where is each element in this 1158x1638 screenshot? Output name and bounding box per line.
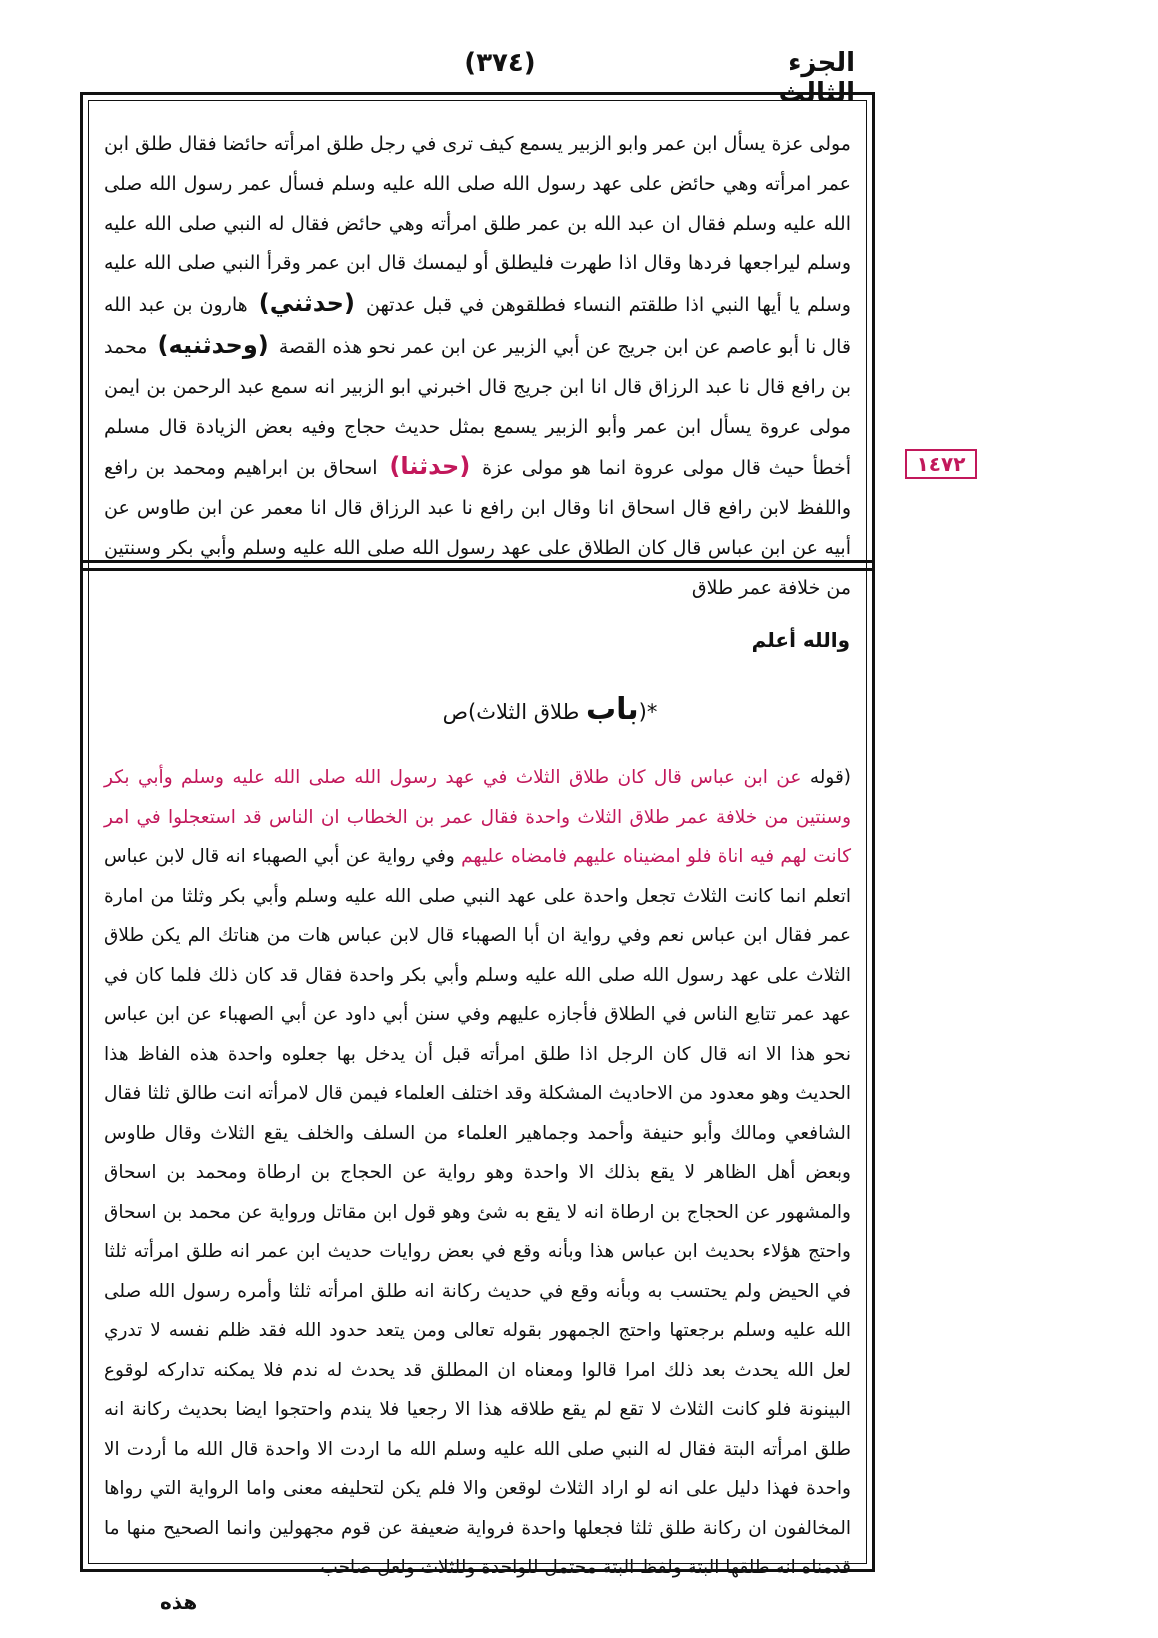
hadith-text xyxy=(104,125,851,609)
commentary-block xyxy=(104,758,851,1588)
text-segment: محمد بن رافع قال نا عبد الرزاق قال انا ابن جريج قال اخبرني ابو الزبير انه سمع عبد الرحمن بن ايمن مولى عروة يسأل ابن عمر وأبو الزبير يسمع بمثل حديث حجاج وفيه بعض الزيادة قال مسلم أخطأ حيث قال مولى عروة انما هو مولى عزة xyxy=(104,335,852,480)
commentary-text xyxy=(104,758,851,1588)
catchword: هذه xyxy=(160,1590,198,1614)
text-segment: (قوله xyxy=(801,767,852,788)
narration-keyword-highlighted: (حدثنا) xyxy=(389,452,471,481)
chapter-heading xyxy=(250,692,850,727)
chapter-suffix: ص xyxy=(442,700,469,724)
text-segment: وفي رواية عن أبي الصهباء انه قال لابن عباس اتعلم انما كانت الثلاث تجعل واحدة على عهد النبي صلى الله عليه وسلم وأبي بكر وثلثا من امارة عمر فقال ابن عباس نعم وفي رواية ان أبا الصهباء قال لابن عباس هات من هناتك الم يكن طلاق الثلاث على عهد رسول الله صلى الله عليه وسلم وأبي بكر واحدة فقال قد كان ذلك فلما كان في عهد عمر تتايع الناس في الطلاق فأجازه عليهم وفي سنن أبي داود عن أبي الصهباء عن ابن عباس نحو هذا الا انه قال كان الرجل اذا طلق امرأته قبل أن يدخل بها جعلوه واحدة هذه الفاظ هذا الحديث وهو معدود من الاحاديث المشكلة وقد اختلف العلماء فيمن قال لامرأته انت طالق ثلثا فقال الشافعي ومالك وأبو حنيفة وأحمد وجماهير العلماء من السلف والخلف يقع الثلاث وقال طاوس وبعض أهل الظاهر لا يقع بذلك الا واحدة وهو رواية عن الحجاج بن ارطاة ومحمد بن اسحاق والمشهور عن الحجاج بن ارطاة انه لا يقع به شئ وهو قول ابن مقاتل ورواية عن محمد بن اسحاق واحتج هؤلاء بحديث ابن عباس هذا وبأنه وقع في بعض روايات حديث ابن عمر انه طلق امرأته ثلثا في الحيض ولم يحتسب به وبأنه وقع في حديث ركانة انه طلق امرأته ثلثا وأمره رسول الله صلى الله عليه وسلم برجعتها واحتج الجمهور بقوله تعالى ومن يتعد حدود الله فقد ظلم نفسه لا تدري لعل الله يحدث بعد ذلك امرا قالوا ومعناه ان المطلق قد يحدث له ندم فلا يمكنه تداركه لوقوع البينونة فلو كانت الثلاث لا تقع لم يقع طلاقه هذا الا رجعيا فلا يندم واحتجوا ايضا بحديث ركانة انه طلق امرأته البتة فقال له النبي صلى الله عليه وسلم الله ما اردت الا واحدة قال الله ما أردت الا واحدة فهذا دليل على انه لو اراد الثلاث لوقعن والا فلم يكن لتحليفه معنى واما الرواية التي رواها المخالفون ان ركانة طلق ثلثا فجعلها واحدة فرواية ضعيفة عن قوم مجهولين وانما الصحيح منها ما قدمناه انه طلقها البتة ولفظ البتة محتمل للواحدة وللثلاث ولعل صاحب xyxy=(104,846,851,1578)
page-number: (٣٧٤) xyxy=(464,48,536,78)
narration-keyword: (وحدثنيه) xyxy=(157,330,269,359)
chapter-title: طلاق الثلاث) xyxy=(468,700,586,724)
hadith-text-block xyxy=(104,125,851,609)
text-segment: مولى عزة يسأل ابن عمر وابو الزبير يسمع كيف ترى في رجل طلق امرأته حائضا فقال طلق ابن عمر امرأته وهي حائض على عهد رسول الله صلى الله عليه وسلم فسأل عمر رسول الله صلى الله عليه وسلم فقال ان عبد الله بن عمر طلق امرأته وهي حائض فقال له النبي صلى الله عليه وسلم ليراجعها فردها وقال اذا طهرت فليطلق أو ليمسك قال ابن عمر وقرأ النبي صلى الله عليه وسلم يا أيها النبي اذا طلقتم النساء فطلقوهن في قبل عدتهن xyxy=(104,133,851,317)
closing-phrase: والله أعلم xyxy=(751,628,850,652)
quoted-hadith-text: عن ابن عباس قال كان طلاق الثلاث في عهد رسول الله صلى الله عليه وسلم وأبي بكر وسنتين من خلافة عمر طلاق الثلاث واحدة فقال عمر بن الخطاب ان الناس قد استعجلوا في امر كانت لهم فيه اناة فلو امضيناه عليهم فامضاه عليهم xyxy=(104,767,851,867)
hadith-number-badge: ١٤٧٢ xyxy=(905,449,977,479)
chapter-word: باب xyxy=(585,692,639,727)
part-title: الجزء الثالث xyxy=(778,48,855,108)
text-segment: هارون بن عبد الله قال نا أبو عاصم عن ابن جريج عن أبي الزبير عن ابن عمر نحو هذه القصة xyxy=(104,294,851,358)
narration-keyword: (حدثني) xyxy=(258,289,355,318)
chapter-prefix: *( xyxy=(638,700,658,724)
text-segment: اسحاق بن ابراهيم ومحمد بن رافع واللفظ لابن رافع قال اسحاق انا وقال ابن رافع نا عبد الرزاق قال انا معمر عن ابن طاوس عن أبيه عن ابن عباس قال كان الطلاق على عهد رسول الله صلى الله عليه وسلم وأبي بكر وسنتين من خلافة عمر طلاق xyxy=(104,457,851,599)
